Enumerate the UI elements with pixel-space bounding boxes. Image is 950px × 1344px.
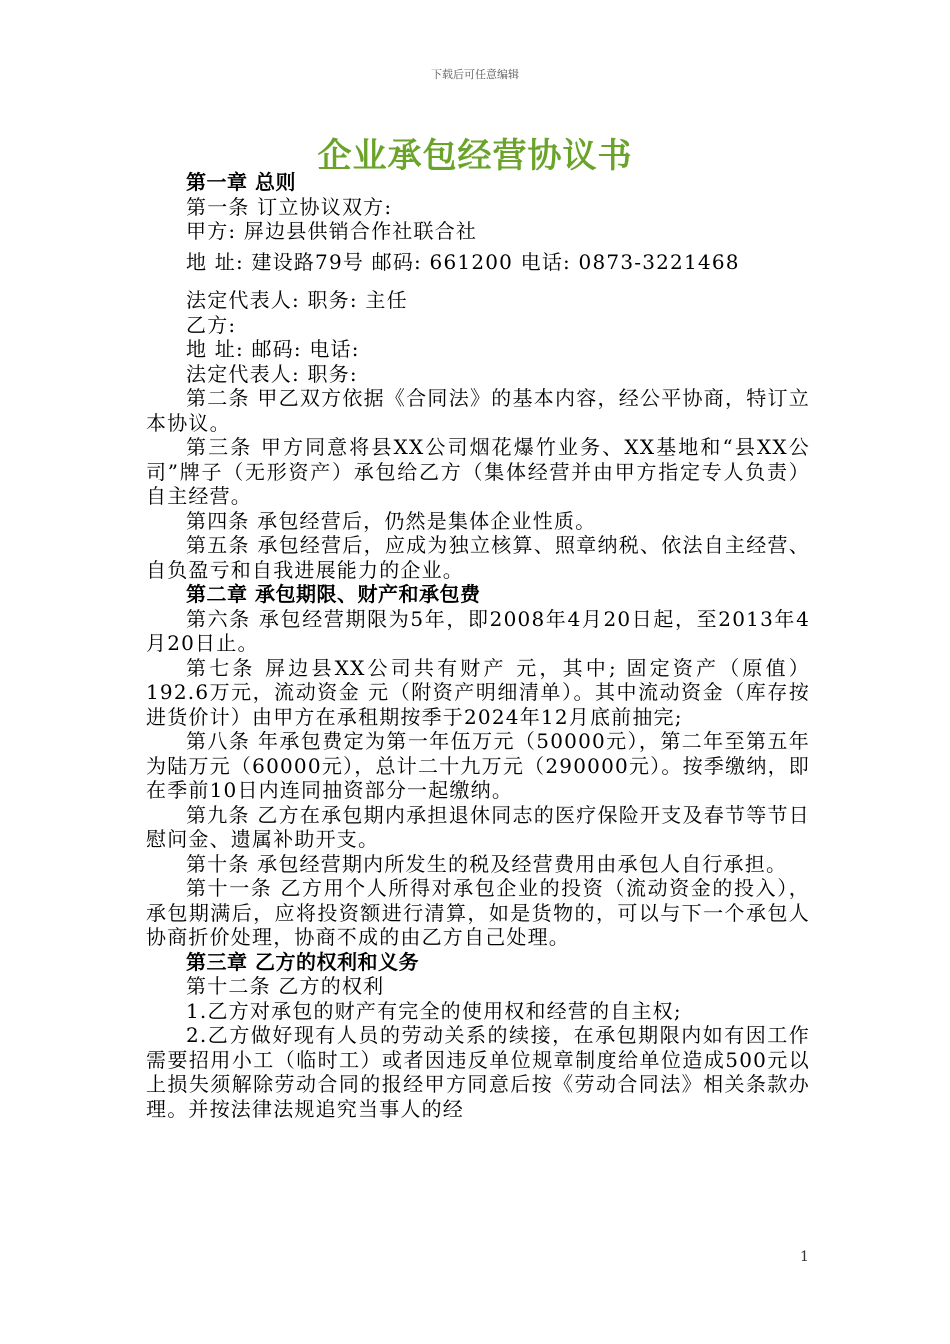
paragraph: 1.乙方对承包的财产有完全的使用权和经营的自主权;	[186, 998, 682, 1023]
paragraph: 第四条 承包经营后，仍然是集体企业性质。	[186, 508, 597, 533]
chapter-heading: 第三章 乙方的权利和义务	[186, 949, 419, 974]
paragraph: 乙方:	[186, 312, 237, 337]
paragraph: 第六条 承包经营期限为5年，即2008年4月20日起，至2013年4月20日止。	[146, 606, 810, 655]
paragraph: 第十条 承包经营期内所发生的税及经营费用由承包人自行承担。	[186, 851, 788, 876]
header-note: 下载后可任意编辑	[431, 68, 519, 81]
paragraph: 第八条 年承包费定为第一年伍万元（50000元），第二年至第五年为陆万元（60000元），总计二十九万元（290000元）。按季缴纳，即在季前10日内连同抽资部分一起缴纳。	[146, 729, 810, 802]
paragraph: 第七条 屏边县XX公司共有财产 元，其中; 固定资产（原值）192.6万元，流动资金 元（附资产明细清单）。其中流动资金（库存按进货价计）由甲方在承租期按季于2024年12月底前抽完;	[146, 655, 810, 729]
paragraph: 2.乙方做好现有人员的劳动关系的续接，在承包期限内如有因工作需要招用小工（临时工）或者因违反单位规章制度给单位造成500元以上损失须解除劳动合同的报经甲方同意后按《劳动合同法》相关条款办理。并按法律法规追究当事人的经	[146, 1023, 810, 1121]
paragraph: 第二条 甲乙双方依据《合同法》的基本内容，经公平协商，特订立本协议。	[146, 386, 810, 435]
paragraph: 法定代表人: 职务: 主任	[186, 288, 408, 312]
paragraph: 第五条 承包经营后，应成为独立核算、照章纳税、依法自主经营、自负盈亏和自我进展能力的企业。	[146, 533, 810, 582]
paragraph: 地 址: 邮码: 电话:	[186, 337, 360, 361]
paragraph: 第一条 订立协议双方:	[186, 194, 393, 219]
paragraph: 地 址: 建设路79号 邮码: 661200 电话: 0873-3221468	[186, 249, 740, 274]
paragraph: 第九条 乙方在承包期内承担退休同志的医疗保险开支及春节等节日慰问金、遗属补助开支。	[146, 802, 810, 851]
paragraph: 第三条 甲方同意将县XX公司烟花爆竹业务、XX基地和“县XX公司”牌子（无形资产）承包给乙方（集体经营并由甲方指定专人负责）自主经营。	[146, 435, 810, 508]
document-body	[146, 170, 810, 1121]
paragraph: 法定代表人: 职务:	[186, 361, 358, 386]
page-number: 1	[800, 1249, 809, 1265]
chapter-heading: 第二章 承包期限、财产和承包费	[186, 582, 481, 606]
paragraph: 第十一条 乙方用个人所得对承包企业的投资（流动资金的投入），承包期满后，应将投资额进行清算，如是货物的，可以与下一个承包人协商折价处理，协商不成的由乙方自己处理。	[146, 876, 810, 949]
paragraph: 第十二条 乙方的权利	[186, 974, 385, 998]
document-title: 企业承包经营协议书	[317, 136, 633, 176]
paragraph: 甲方: 屏边县供销合作社联合社	[186, 219, 478, 243]
chapter-heading: 第一章 总则	[186, 170, 296, 194]
